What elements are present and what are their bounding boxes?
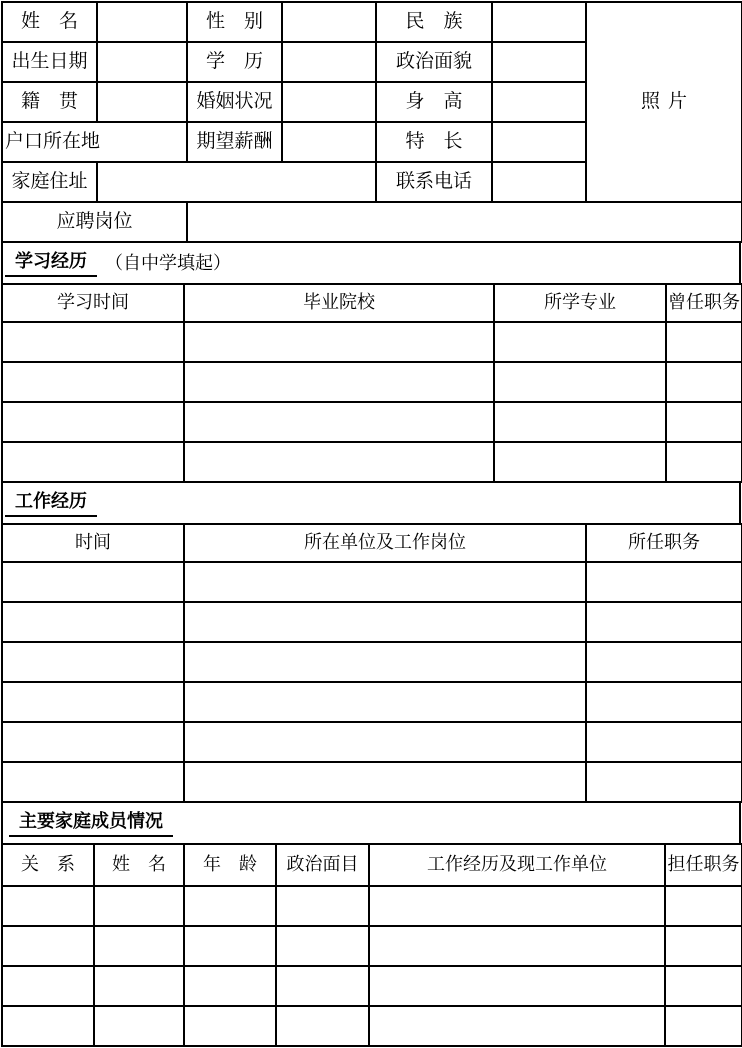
empty-cell[interactable] — [184, 886, 276, 926]
col-header-study-time: 学习时间 — [2, 284, 184, 322]
empty-cell[interactable] — [184, 762, 586, 802]
work-section-header — [1, 481, 741, 525]
empty-cell[interactable] — [369, 1006, 665, 1046]
table-row — [2, 602, 742, 642]
expected-salary-label: 期望薪酬 — [187, 122, 282, 162]
col-header-post: 担任职务 — [665, 844, 742, 886]
empty-cell[interactable] — [2, 362, 184, 402]
col-header-age: 年 龄 — [184, 844, 276, 886]
table-row — [2, 966, 742, 1006]
empty-cell[interactable] — [2, 562, 184, 602]
empty-cell[interactable] — [665, 1006, 742, 1046]
table-row — [2, 1006, 742, 1046]
family-section-title: 主要家庭成员情况 — [9, 807, 173, 837]
specialty-field[interactable] — [492, 122, 586, 162]
empty-cell[interactable] — [2, 442, 184, 482]
empty-cell[interactable] — [586, 762, 742, 802]
education-section-note: （自中学填起） — [105, 253, 231, 273]
political-status-label: 政治面貌 — [376, 42, 492, 82]
empty-cell[interactable] — [184, 1006, 276, 1046]
empty-cell[interactable] — [94, 926, 184, 966]
empty-cell[interactable] — [494, 362, 666, 402]
table-row — [2, 202, 742, 242]
empty-cell[interactable] — [184, 926, 276, 966]
empty-cell[interactable] — [184, 322, 494, 362]
empty-cell[interactable] — [94, 1006, 184, 1046]
empty-cell[interactable] — [184, 442, 494, 482]
empty-cell[interactable] — [2, 642, 184, 682]
empty-cell[interactable] — [665, 966, 742, 1006]
empty-cell[interactable] — [2, 1006, 94, 1046]
photo-cell[interactable]: 照片 — [586, 2, 742, 202]
table-row — [2, 322, 742, 362]
empty-cell[interactable] — [665, 886, 742, 926]
empty-cell[interactable] — [184, 966, 276, 1006]
col-header-political-status: 政治面目 — [276, 844, 369, 886]
position-applied-field[interactable] — [187, 202, 742, 242]
specialty-label: 特 长 — [376, 122, 492, 162]
empty-cell[interactable] — [184, 362, 494, 402]
empty-cell[interactable] — [276, 886, 369, 926]
empty-cell[interactable] — [586, 562, 742, 602]
empty-cell[interactable] — [2, 722, 184, 762]
work-section-title: 工作经历 — [5, 487, 97, 517]
col-header-relation: 关 系 — [2, 844, 94, 886]
empty-cell[interactable] — [2, 762, 184, 802]
education-level-label: 学 历 — [187, 42, 282, 82]
empty-cell[interactable] — [184, 562, 586, 602]
table-header-row — [2, 284, 742, 322]
table-row — [2, 642, 742, 682]
empty-cell[interactable] — [94, 966, 184, 1006]
col-header-school: 毕业院校 — [184, 284, 494, 322]
empty-cell[interactable] — [665, 926, 742, 966]
political-status-field[interactable] — [492, 42, 586, 82]
empty-cell[interactable] — [184, 682, 586, 722]
col-header-work-unit: 工作经历及现工作单位 — [369, 844, 665, 886]
contact-phone-field[interactable] — [492, 162, 586, 202]
personal-info-table — [1, 1, 742, 243]
empty-cell[interactable] — [369, 926, 665, 966]
family-members-table — [1, 843, 742, 1047]
position-applied-label: 应聘岗位 — [2, 202, 187, 242]
table-header-row — [2, 524, 742, 562]
table-row — [2, 402, 742, 442]
table-row — [2, 442, 742, 482]
empty-cell[interactable] — [2, 322, 184, 362]
empty-cell[interactable] — [276, 926, 369, 966]
gender-field[interactable] — [282, 2, 376, 42]
empty-cell[interactable] — [276, 966, 369, 1006]
col-header-member-name: 姓 名 — [94, 844, 184, 886]
empty-cell[interactable] — [184, 722, 586, 762]
home-address-field[interactable] — [97, 162, 376, 202]
table-row — [2, 926, 742, 966]
height-label: 身 高 — [376, 82, 492, 122]
empty-cell[interactable] — [666, 402, 742, 442]
empty-cell[interactable] — [586, 642, 742, 682]
empty-cell[interactable] — [2, 602, 184, 642]
contact-phone-label: 联系电话 — [376, 162, 492, 202]
empty-cell[interactable] — [2, 682, 184, 722]
table-row — [2, 886, 742, 926]
empty-cell[interactable] — [586, 722, 742, 762]
table-header-row — [2, 844, 742, 886]
empty-cell[interactable] — [494, 402, 666, 442]
col-header-employer-position: 所在单位及工作岗位 — [184, 524, 586, 562]
empty-cell[interactable] — [2, 886, 94, 926]
marital-status-label: 婚姻状况 — [187, 82, 282, 122]
empty-cell[interactable] — [2, 402, 184, 442]
gender-label: 性 别 — [187, 2, 282, 42]
table-row — [2, 682, 742, 722]
empty-cell[interactable] — [184, 402, 494, 442]
empty-cell[interactable] — [2, 966, 94, 1006]
empty-cell[interactable] — [494, 442, 666, 482]
table-row — [2, 362, 742, 402]
education-section-title: 学习经历 — [5, 247, 97, 277]
birth-date-label: 出生日期 — [2, 42, 97, 82]
marital-status-field[interactable] — [282, 82, 376, 122]
expected-salary-field[interactable] — [282, 122, 376, 162]
empty-cell[interactable] — [666, 322, 742, 362]
height-field[interactable] — [492, 82, 586, 122]
empty-cell[interactable] — [586, 682, 742, 722]
home-address-label: 家庭住址 — [2, 162, 97, 202]
empty-cell[interactable] — [184, 642, 586, 682]
education-level-field[interactable] — [282, 42, 376, 82]
col-header-held-position: 所任职务 — [586, 524, 742, 562]
table-row — [2, 722, 742, 762]
ethnicity-label: 民 族 — [376, 2, 492, 42]
col-header-former-position: 曾任职务 — [666, 284, 742, 322]
col-header-time: 时间 — [2, 524, 184, 562]
native-place-field[interactable] — [97, 82, 187, 122]
table-row — [2, 562, 742, 602]
empty-cell[interactable] — [369, 886, 665, 926]
native-place-label: 籍 贯 — [2, 82, 97, 122]
empty-cell[interactable] — [666, 442, 742, 482]
ethnicity-field[interactable] — [492, 2, 586, 42]
empty-cell[interactable] — [494, 322, 666, 362]
col-header-major: 所学专业 — [494, 284, 666, 322]
education-history-table — [1, 283, 742, 483]
empty-cell[interactable] — [2, 926, 94, 966]
household-location-label: 户口所在地 — [2, 122, 187, 162]
table-row — [2, 762, 742, 802]
empty-cell[interactable] — [666, 362, 742, 402]
work-history-table — [1, 523, 742, 803]
name-label: 姓 名 — [2, 2, 97, 42]
family-section-header — [1, 801, 741, 845]
birth-date-field[interactable] — [97, 42, 187, 82]
empty-cell[interactable] — [94, 886, 184, 926]
empty-cell[interactable] — [586, 602, 742, 642]
empty-cell[interactable] — [184, 602, 586, 642]
empty-cell[interactable] — [276, 1006, 369, 1046]
empty-cell[interactable] — [369, 966, 665, 1006]
name-field[interactable] — [97, 2, 187, 42]
table-row — [2, 2, 742, 42]
education-section-header — [1, 241, 741, 285]
